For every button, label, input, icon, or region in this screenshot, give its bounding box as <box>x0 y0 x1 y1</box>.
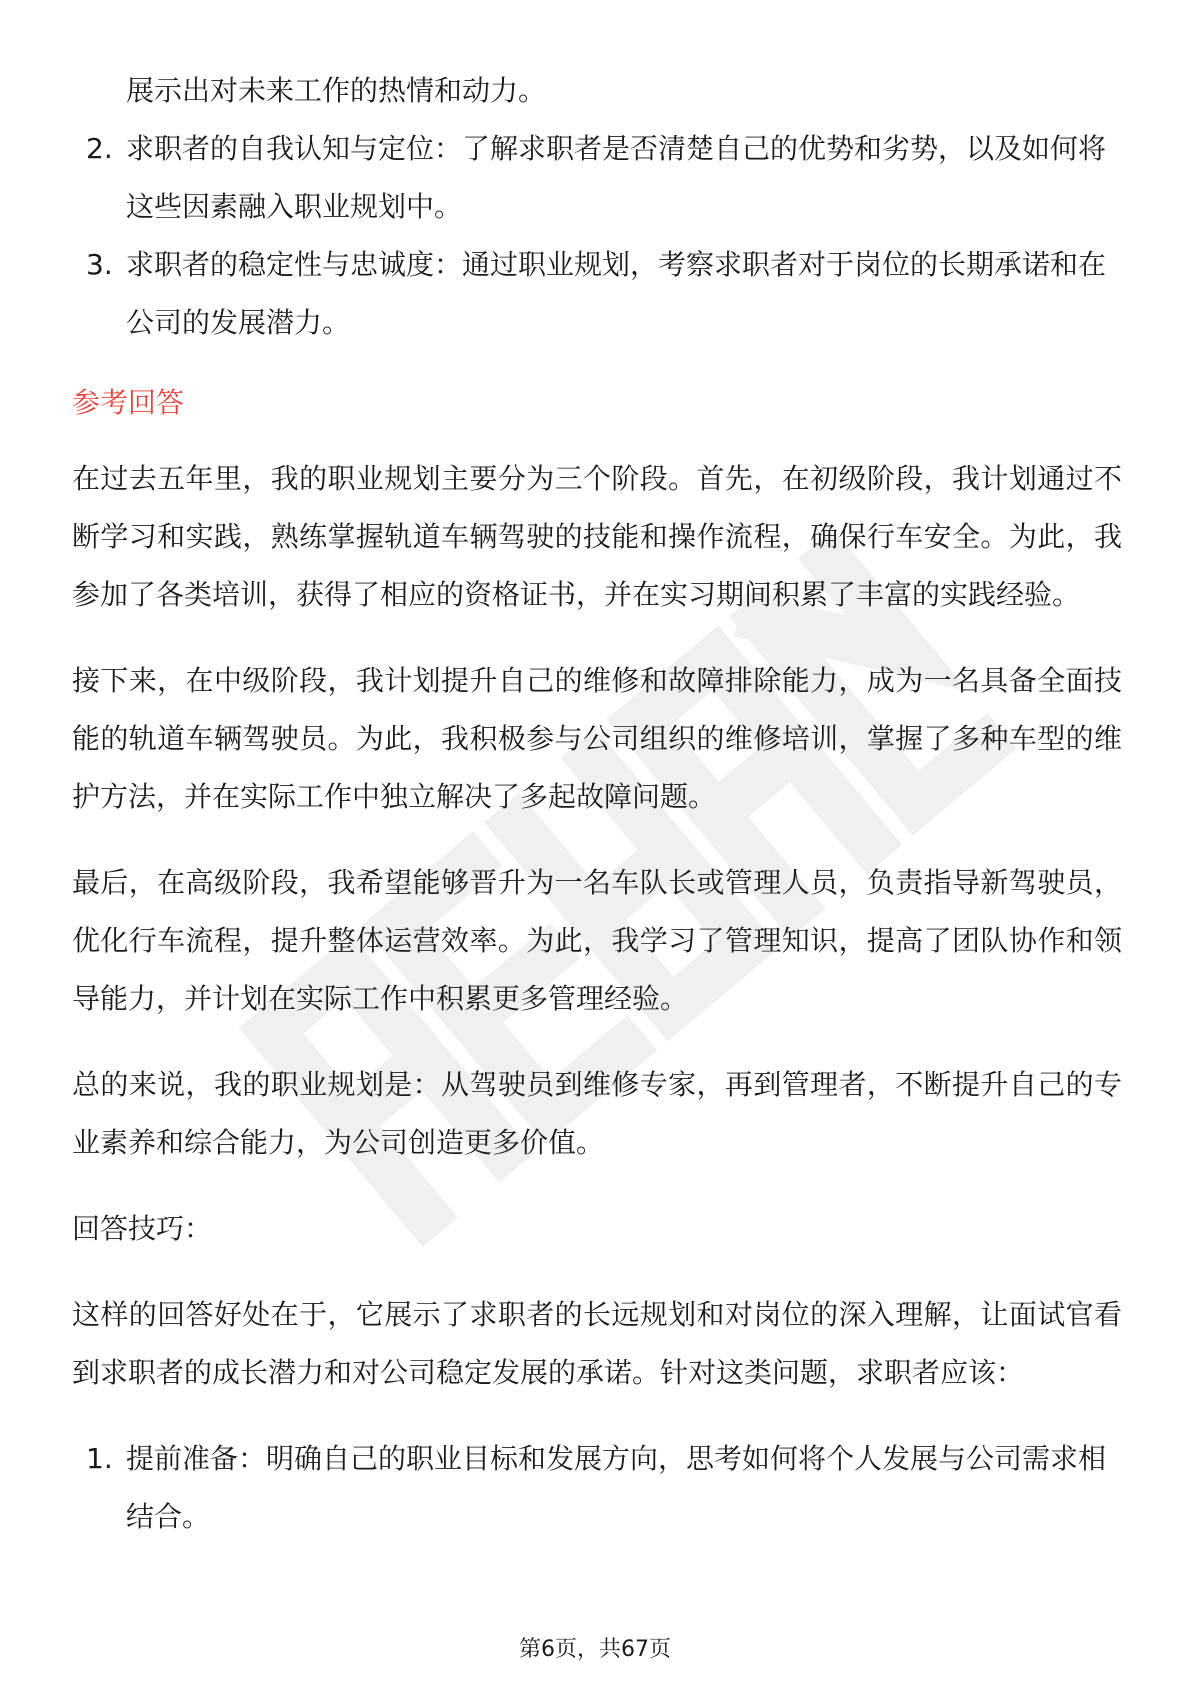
list-item-text: 提前准备：明确自己的职业目标和发展方向，思考如何将个人发展与公司需求相结合。 <box>126 1442 1107 1533</box>
tips-heading: 回答技巧： <box>72 1212 213 1245</box>
top-numbered-list <box>72 120 1122 352</box>
answer-paragraph: 总的来说，我的职业规划是：从驾驶员到维修专家，再到管理者，不断提升自己的专业素养和综合能力，为公司创造更多价值。 <box>72 1068 1122 1159</box>
list-item <box>72 236 1122 352</box>
main-content <box>72 62 1122 1546</box>
list-number: 1. <box>86 1442 113 1475</box>
list-item <box>72 1430 1122 1546</box>
list-item-continuation: 展示出对未来工作的热情和动力。 <box>126 74 547 107</box>
page-number-footer: 第6页，共67页 <box>519 1637 671 1662</box>
tips-paragraph: 这样的回答好处在于，它展示了求职者的长远规划和对岗位的深入理解，让面试官看到求职者的成长潜力和对公司稳定发展的承诺。针对这类问题，求职者应该： <box>72 1298 1122 1389</box>
list-number: 3. <box>86 248 113 281</box>
list-item-text: 求职者的稳定性与忠诚度：通过职业规划，考察求职者对于岗位的长期承诺和在公司的发展潜力。 <box>126 248 1107 339</box>
bottom-numbered-list <box>72 1430 1122 1546</box>
list-item-text: 求职者的自我认知与定位：了解求职者是否清楚自己的优势和劣势，以及如何将这些因素融入职业规划中。 <box>126 132 1107 223</box>
answer-paragraph: 在过去五年里，我的职业规划主要分为三个阶段。首先，在初级阶段，我计划通过不断学习和实践，熟练掌握轨道车辆驾驶的技能和操作流程，确保行车安全。为此，我参加了各类培训，获得了相应的资格证书，并在实习期间积累了丰富的实践经验。 <box>72 462 1122 611</box>
answer-paragraph: 最后，在高级阶段，我希望能够晋升为一名车队长或管理人员，负责指导新驾驶员，优化行车流程，提升整体运营效率。为此，我学习了管理知识，提高了团队协作和领导能力，并计划在实际工作中积累更多管理经验。 <box>72 866 1122 1015</box>
list-item <box>72 120 1122 236</box>
section-heading: 参考回答 <box>72 386 185 419</box>
answer-paragraph: 接下来，在中级阶段，我计划提升自己的维修和故障排除能力，成为一名具备全面技能的轨道车辆驾驶员。为此，我积极参与公司组织的维修培训，掌握了多种车型的维护方法，并在实际工作中独立解决了多起故障问题。 <box>72 664 1122 813</box>
list-number: 2. <box>86 132 113 165</box>
